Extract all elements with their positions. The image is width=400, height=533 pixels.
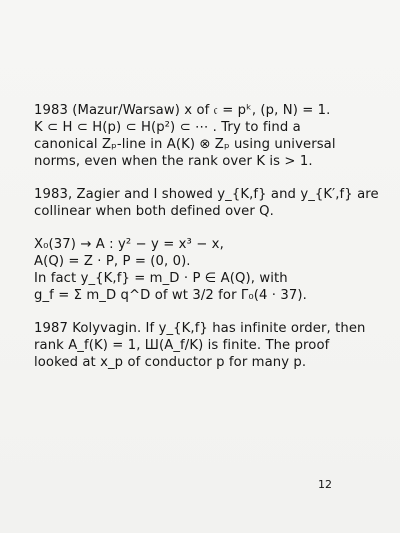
- page-body: [34, 102, 379, 387]
- paragraph-example: [34, 236, 370, 304]
- text-line: A(Q) = Z · P, P = (0, 0).: [34, 254, 191, 269]
- paragraph-mazur: [34, 102, 370, 170]
- text-line: X₀(37) → A : y² − y = x³ − x,: [34, 237, 224, 252]
- text-line: K ⊂ H ⊂ H(p) ⊂ H(p²) ⊂ ⋯ . Try to find a: [34, 120, 301, 135]
- text-line: collinear when both defined over Q.: [34, 204, 274, 219]
- paragraph-zagier: [34, 186, 379, 220]
- text-line: canonical Zₚ-line in A(K) ⊗ Zₚ using universal: [34, 137, 336, 152]
- text-line: In fact y_{K,f} = m_D · P ∈ A(Q), with: [34, 271, 288, 286]
- text-line: 1987 Kolyvagin. If y_{K,f} has infinite order, then: [34, 321, 366, 336]
- paragraph-kolyvagin: [34, 320, 370, 371]
- text-line: rank A_f(K) = 1, Ш(A_f/K) is finite. The proof: [34, 338, 330, 353]
- text-line: 1983 (Mazur/Warsaw) x of 𝔠 = pᵏ, (p, N) = 1.: [34, 103, 331, 118]
- page-number: 12: [318, 478, 332, 491]
- text-line: 1983, Zagier and I showed y_{K,f} and y_{K′,f} are: [34, 187, 379, 202]
- text-line: g_f = Σ m_D q^D of wt 3/2 for Γ₀(4 · 37).: [34, 288, 307, 303]
- text-line: looked at x_p of conductor p for many p.: [34, 355, 307, 370]
- text-line: norms, even when the rank over K is > 1.: [34, 154, 313, 169]
